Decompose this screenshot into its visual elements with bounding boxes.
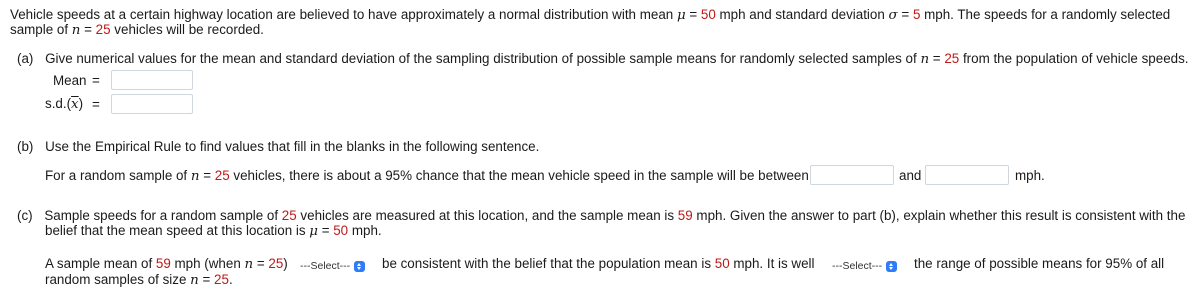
part-b-text: vehicles, there is about a 95% chance that the mean vehicle speed in the sample will be between	[229, 168, 809, 183]
sd-equals: =	[92, 97, 100, 112]
sigma-symbol: σ	[888, 8, 898, 23]
n-symbol: n	[920, 52, 930, 67]
population-mean-value: 50	[714, 256, 730, 271]
part-c-text: Sample speeds for a random sample of	[44, 208, 282, 223]
population-mean-value: 50	[333, 223, 349, 238]
population-sd-value: 5	[912, 7, 921, 22]
equals: =	[253, 256, 269, 271]
mean-label-text: Mean	[53, 73, 87, 88]
part-c-text: mph. Given the answer to part (b), explain whether this result is consistent with the	[692, 208, 1186, 223]
mean-input[interactable]	[111, 70, 193, 90]
part-b-text: Use the Empirical Rule to find values that fill in the blanks in the following sentence.	[45, 139, 540, 154]
part-c-letter: (c)	[17, 208, 33, 223]
lower-bound-input[interactable]	[810, 165, 894, 185]
population-mean-value: 50	[700, 7, 716, 22]
n-symbol: n	[190, 273, 199, 288]
part-c-text: mph. It is well	[729, 256, 815, 271]
mean-label	[53, 73, 87, 88]
chevron-updown-icon	[354, 261, 365, 272]
part-a-letter: (a)	[17, 51, 34, 66]
sd-label	[45, 96, 83, 112]
sample-size-value: 25	[268, 256, 284, 271]
sample-size-value: 25	[95, 22, 111, 37]
sample-size-value: 25	[281, 208, 297, 223]
chevron-updown-icon	[886, 261, 897, 272]
part-c-answer-line-2	[45, 272, 233, 288]
equals: =	[685, 7, 701, 22]
sample-mean-value: 59	[155, 256, 171, 271]
part-b-text: For a random sample of	[45, 168, 191, 183]
select-label: ---Select---	[300, 260, 351, 272]
intro-text: vehicles will be recorded.	[110, 22, 264, 37]
intro-text: Vehicle speeds at a certain highway location are believed to have approximately a normal distribution with mean	[10, 7, 677, 22]
part-a-prompt	[17, 51, 1189, 67]
part-c-text: vehicles are measured at this location, and the sample mean is	[296, 208, 678, 223]
equals: =	[80, 22, 96, 37]
equals: =	[897, 7, 913, 22]
intro-line-1	[10, 7, 1170, 23]
xbar-symbol: x	[71, 97, 79, 112]
equals: =	[199, 168, 215, 183]
n-symbol: n	[71, 23, 81, 38]
sd-input[interactable]	[111, 94, 193, 114]
intro-text: mph and standard deviation	[715, 7, 889, 22]
sample-mean-value: 59	[677, 208, 693, 223]
equals: =	[929, 51, 945, 66]
mu-symbol: μ	[676, 8, 686, 23]
sd-label-suffix: )	[78, 96, 84, 111]
intro-line-2	[10, 22, 264, 38]
part-b-sentence	[45, 168, 809, 184]
part-a-text: from the population of vehicle speeds.	[959, 51, 1189, 66]
sample-size-value: 25	[944, 51, 960, 66]
part-c-text: be consistent with the belief that the population mean is	[382, 256, 715, 271]
part-c-text: mph (when	[170, 256, 245, 271]
part-b-prompt	[17, 139, 539, 154]
part-c-text: )	[283, 256, 288, 271]
equals: =	[198, 272, 215, 287]
mean-equals: =	[92, 73, 100, 88]
part-a-text: Give numerical values for the mean and standard deviation of the sampling distribution of possible sample means for randomly selected samples of	[45, 51, 921, 66]
part-c-text: .	[228, 272, 233, 287]
part-c-prompt-line-1	[17, 208, 1185, 223]
part-c-answer-middle	[382, 256, 815, 271]
range-position-select[interactable]	[832, 258, 897, 274]
part-c-prompt-line-2	[45, 223, 382, 239]
n-symbol: n	[244, 257, 254, 272]
n-symbol: n	[190, 169, 200, 184]
intro-text: mph. The speeds for a randomly selected	[920, 7, 1171, 22]
part-c-answer-line-1	[45, 256, 288, 272]
part-c-text: belief that the mean speed at this location is	[45, 223, 310, 238]
part-c-text: mph.	[348, 223, 382, 238]
part-c-text: random samples of size	[45, 272, 191, 287]
sample-size-value: 25	[214, 168, 230, 183]
intro-text: sample of	[10, 22, 72, 37]
equals: =	[317, 223, 334, 238]
part-c-answer-end	[914, 256, 1164, 271]
mu-symbol: μ	[309, 224, 318, 239]
part-c-text: the range of possible means for 95% of all	[914, 256, 1165, 271]
select-label: ---Select---	[832, 260, 883, 272]
part-b-letter: (b)	[17, 139, 34, 154]
consistency-select[interactable]	[300, 258, 365, 274]
part-c-text: A sample mean of	[45, 256, 156, 271]
upper-bound-input[interactable]	[925, 165, 1009, 185]
sd-label-prefix: s.d.(	[45, 96, 72, 111]
and-label: and	[899, 168, 922, 183]
sample-size-value: 25	[214, 272, 229, 287]
units-label: mph.	[1015, 168, 1045, 183]
